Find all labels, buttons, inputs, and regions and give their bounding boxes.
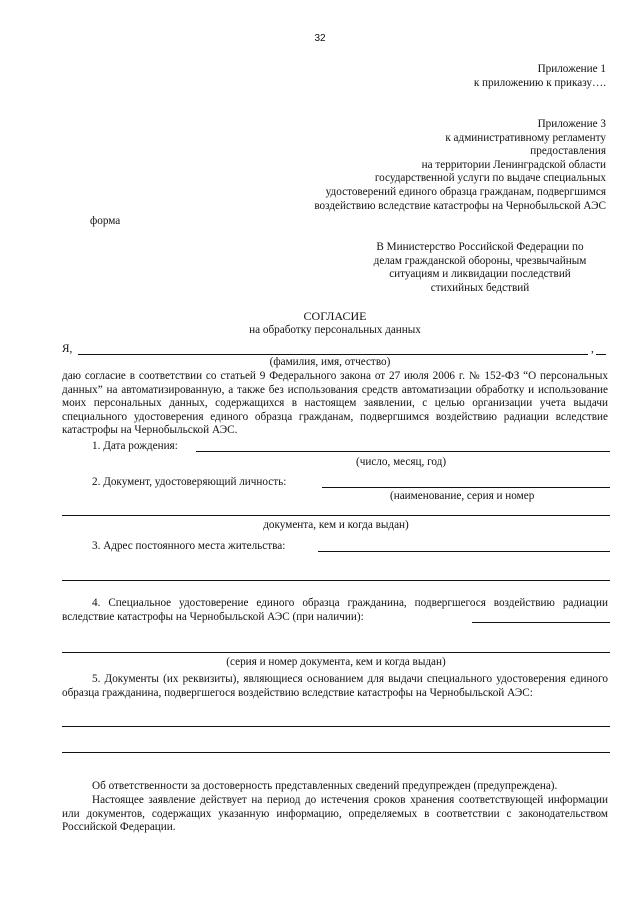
birth-date-hint: (число, месяц, год) [356,456,447,468]
appendix-3-line: предоставления [530,145,606,158]
appendix-1-block [300,63,606,90]
address-field[interactable] [318,551,610,552]
appendix-3-line: удостоверений единого образца гражданам, подвергшимся [325,185,606,198]
id-document-field-2[interactable] [62,515,610,516]
basis-documents-text: 5. Документы (их реквизиты), являющиеся основанием для выдачи специального удостоверения единого образца гражданина, подвергшегося воздействию вследствие катастрофы на Чернобыльской АЭС: [62,673,608,699]
page-number: 32 [314,33,326,44]
basis-documents-field-2[interactable] [62,752,610,753]
appendix-3-line: на территории Ленинградской области [421,158,606,171]
appendix-3-line: государственной услуги по выдаче специальных [374,172,606,185]
certificate-text: 4. Специальное удостоверение единого образца гражданина, подвергшегося воздействию радиации вследствие катастрофы на Чернобыльской АЭС (при наличии): [62,597,608,623]
addressee-line: В Министерство Российской Федерации по [376,241,584,253]
intro-suffix: , [591,343,594,355]
appendix-3-line: к административному регламенту [445,131,606,144]
validity-statement: Настоящее заявление действует на период до истечения сроков хранения соответствующей информации или документов, содержащих указанную информацию, определяемых в соответствии с законодательством Российской Федерации. [62,794,608,834]
basis-documents-field[interactable] [62,726,610,727]
addressee-line: ситуациям и ликвидации последствий [389,268,571,281]
birth-date-field[interactable] [196,451,610,452]
appendix-1-line-2: к приложению к приказу…. [473,76,606,89]
form-label: форма [90,215,121,227]
certificate-hint: (серия и номер документа, кем и когда выдан) [226,656,446,668]
appendix-3-block [250,118,606,213]
consent-paragraph: даю согласие в соответствии со статьей 9 Федерального закона от 27 июля 2006 г. № 152-ФЗ “О персональных данных” на автоматизированную, а также без использования средств автоматизации обработку и использование моих персональных данных, содержащихся в настоящем заявлении, с целью организации учета выдачи специального удостоверения единого образца гражданам, подвергшимся воздействию радиации вследствие катастрофы на Чернобыльской АЭС. [62,370,608,437]
addressee-line: стихийных бедствий [430,281,530,294]
id-document-hint-1: (наименование, серия и номер [390,490,535,502]
full-name-hint: (фамилия, имя, отчество) [269,356,391,368]
intro-prefix: Я, [62,343,73,355]
id-document-field[interactable] [322,487,610,488]
full-name-field[interactable] [78,354,588,355]
addressee-block [360,241,600,295]
address-field-2[interactable] [62,580,610,581]
id-document-label: 2. Документ, удостоверяющий личность: [92,476,287,488]
responsibility-statement: Об ответственности за достоверность представленных сведений предупрежден (предупреждена). [92,780,558,792]
id-document-hint-2: документа, кем и когда выдан) [263,519,409,531]
birth-date-label: 1. Дата рождения: [92,440,178,452]
certificate-field[interactable] [472,622,610,623]
certificate-field-2[interactable] [62,652,610,653]
full-name-field-tail [596,354,606,355]
appendix-3-line: Приложение 3 [537,118,606,130]
document-subtitle: на обработку персональных данных [249,324,421,336]
appendix-1-line-1: Приложение 1 [537,63,606,75]
addressee-line: делам гражданской обороны, чрезвычайным [373,254,587,267]
document-title: СОГЛАСИЕ [303,309,367,323]
address-label: 3. Адрес постоянного места жительства: [92,540,286,552]
appendix-3-line: воздействию вследствие катастрофы на Чернобыльской АЭС [314,199,606,212]
